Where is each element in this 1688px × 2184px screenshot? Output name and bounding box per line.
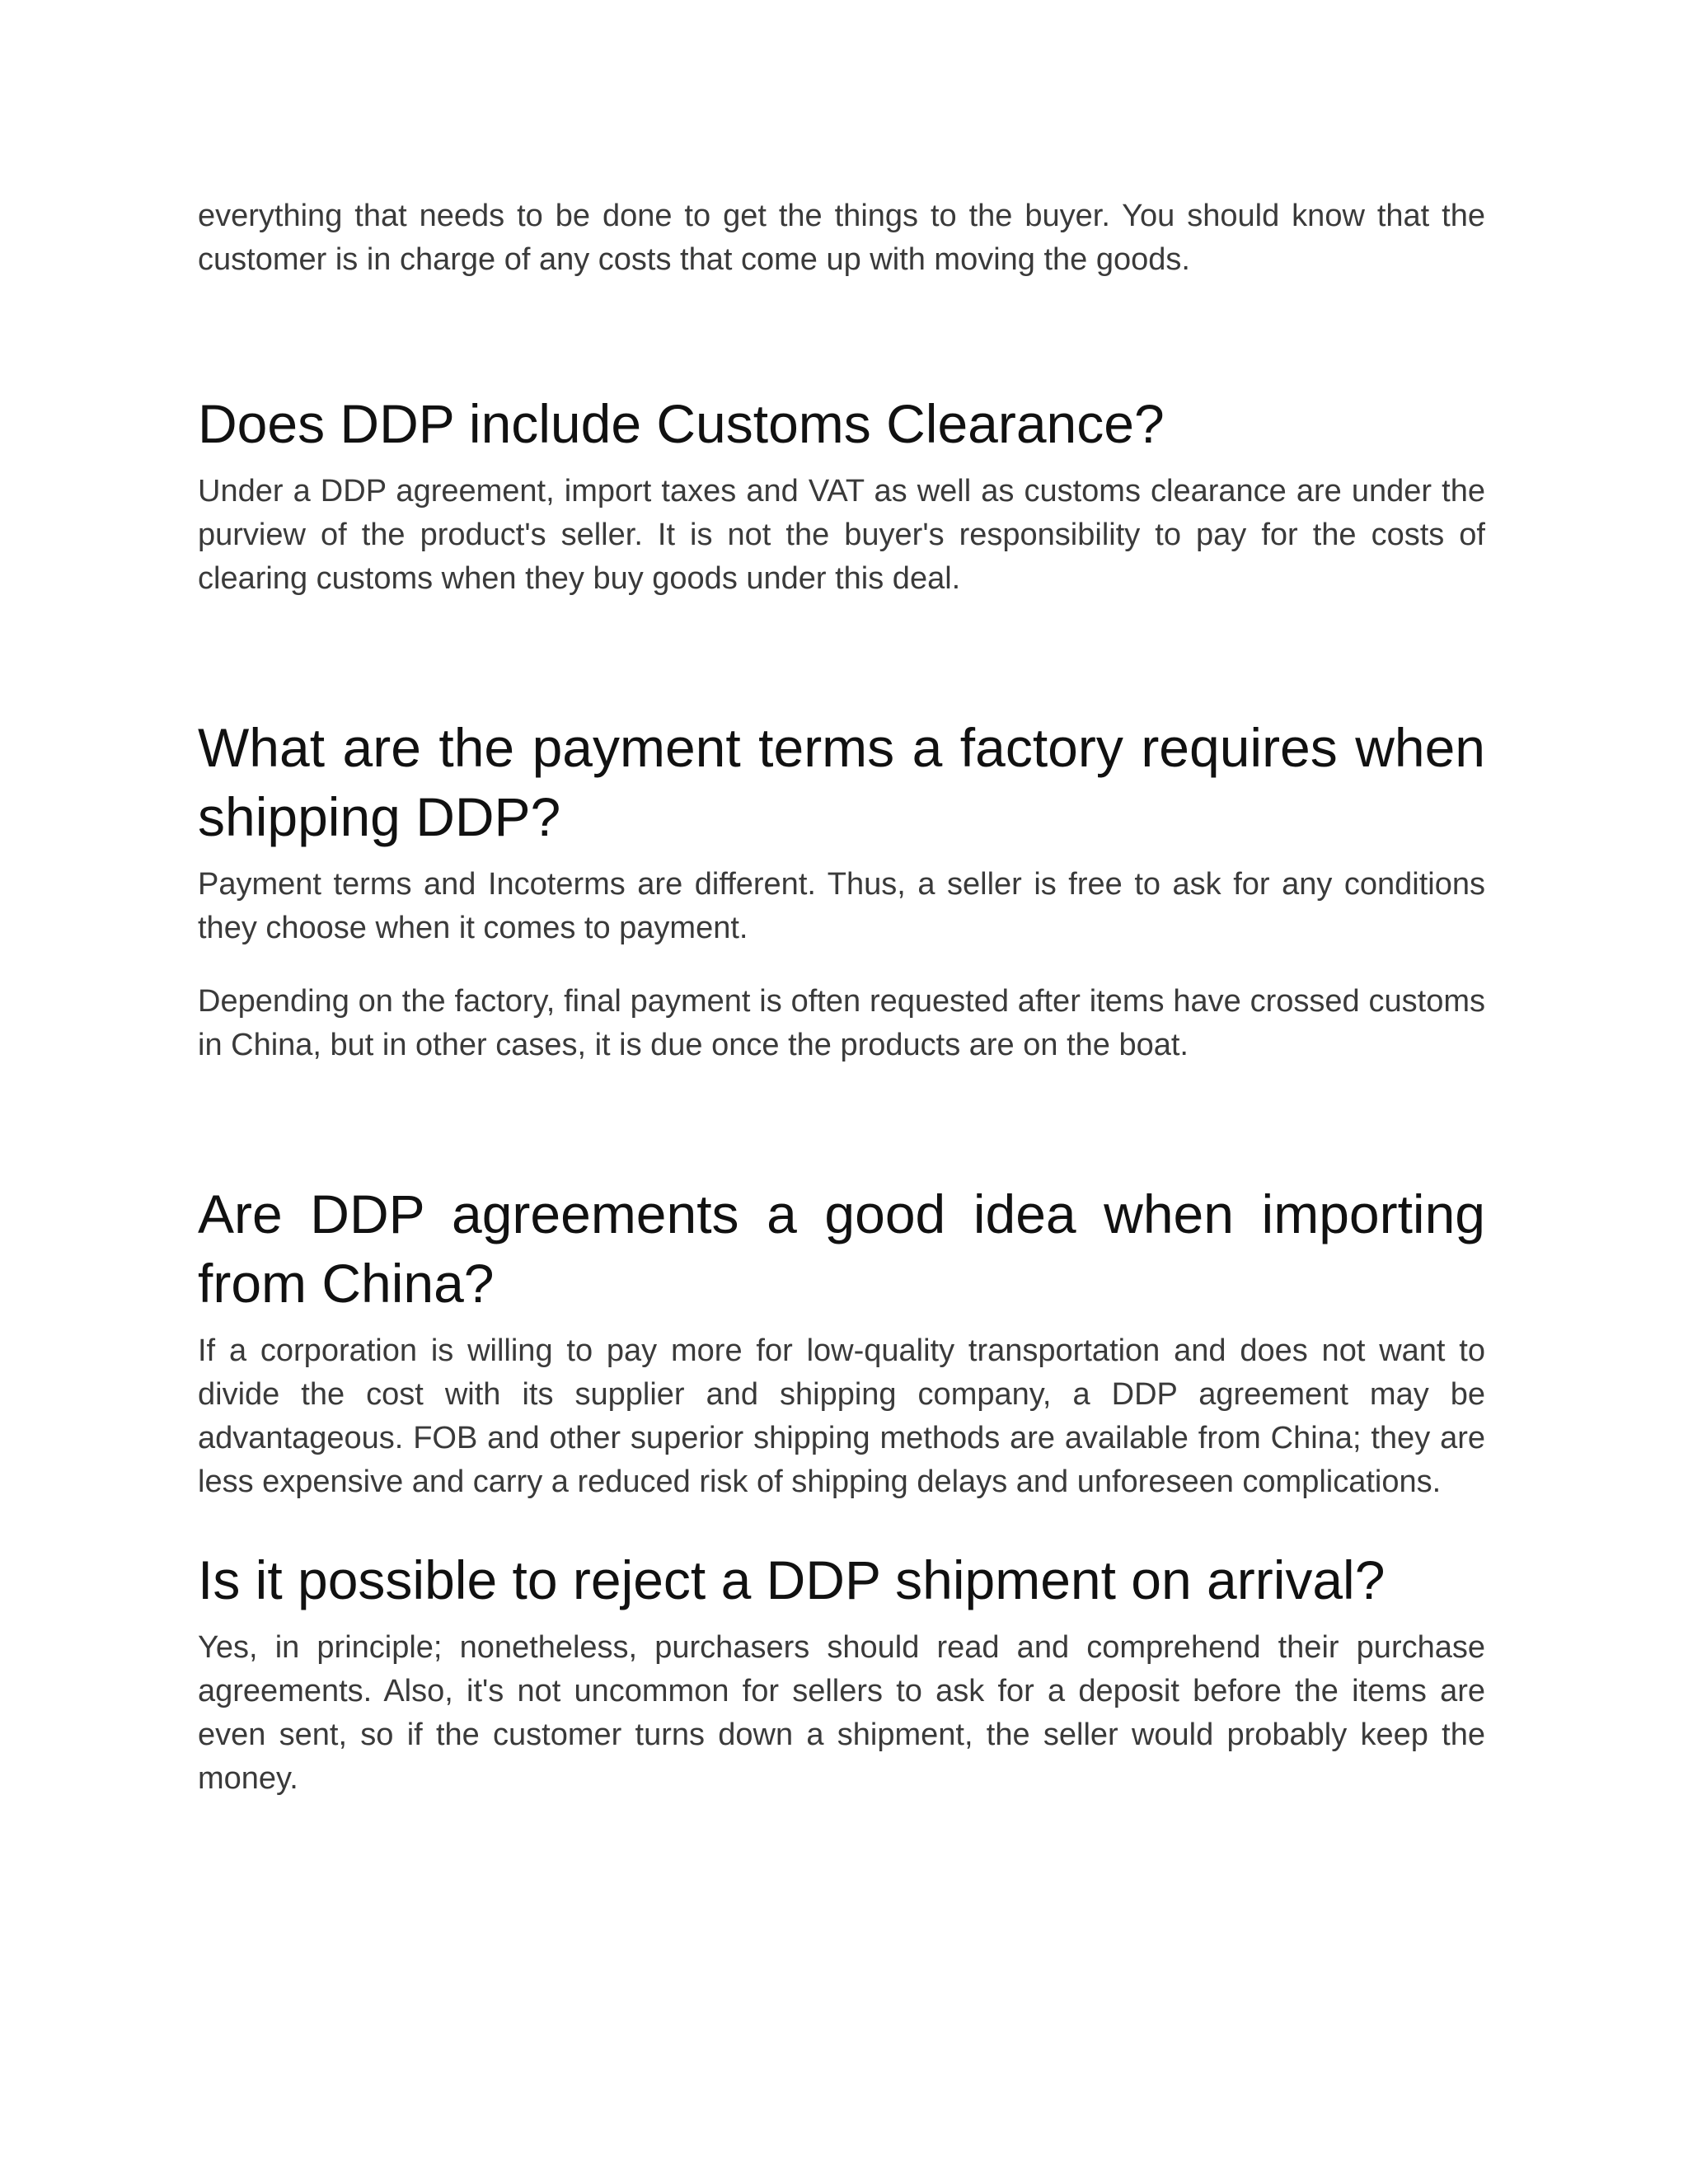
section-heading: Is it possible to reject a DDP shipment on arrival?: [198, 1549, 1386, 1610]
section-paragraph: Payment terms and Incoterms are different. Thus, a seller is free to ask for any conditions they choose when it comes to payment.: [198, 867, 1485, 945]
section-paragraph: If a corporation is willing to pay more for low-quality transportation and does not want to divide the cost with its supplier and shipping company, a DDP agreement may be advantageous. FOB and other superior shipping methods are available from China; they are less expensive and carry a reduced risk of shipping delays and unforeseen complications.: [198, 1333, 1485, 1499]
section-customs-clearance: [198, 389, 1485, 601]
section-reject-shipment: [198, 1545, 1485, 1801]
section-payment-terms: [198, 713, 1485, 1067]
document-body: [198, 194, 1485, 1801]
section-paragraph: Yes, in principle; nonetheless, purchasers should read and comprehend their purchase agreements. Also, it's not uncommon for sellers to ask for a deposit before the items are even sent, so if the customer turns down a shipment, the seller would probably keep the money.: [198, 1630, 1485, 1796]
section-paragraph: Depending on the factory, final payment is often requested after items have crossed customs in China, but in other cases, it is due once the products are on the boat.: [198, 984, 1485, 1062]
intro-paragraph: everything that needs to be done to get the things to the buyer. You should know that the customer is in charge of any costs that come up with moving the goods.: [198, 199, 1485, 277]
section-heading: Does DDP include Customs Clearance?: [198, 393, 1165, 454]
section-paragraph: Under a DDP agreement, import taxes and VAT as well as customs clearance are under the purview of the product's seller. It is not the buyer's responsibility to pay for the costs of clearing customs when they buy goods under this deal.: [198, 474, 1485, 596]
section-heading: Are DDP agreements a good idea when importing from China?: [198, 1183, 1485, 1314]
section-ddp-good-idea: [198, 1179, 1485, 1504]
section-heading: What are the payment terms a factory requires when shipping DDP?: [198, 717, 1485, 847]
